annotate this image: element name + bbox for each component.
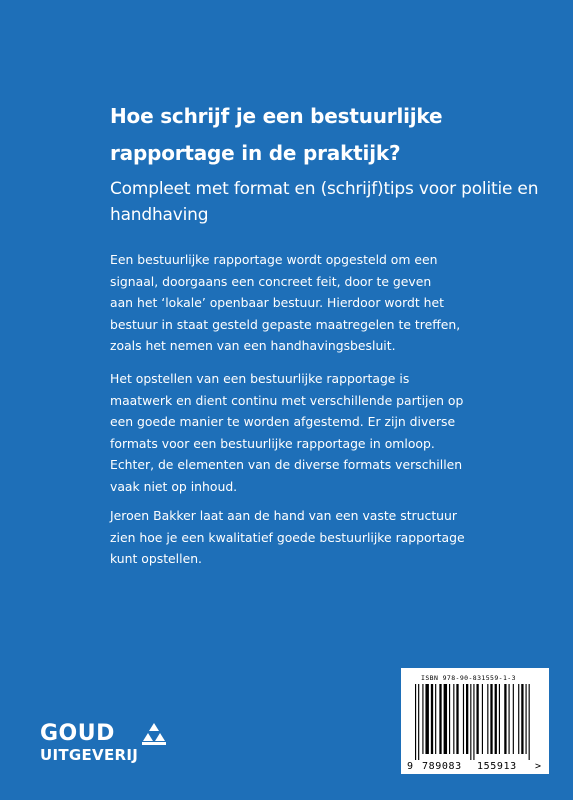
blurb-paragraph-1: Een bestuurlijke rapportage wordt opgesteld om een signaal, doorgaans een concreet feit, door te geven aan het ‘lokale’ openbaar bestuur. Hierdoor wordt het bestuur in staat gesteld gepaste maatregelen te treffen, zoals het nemen van een handhavingsbesluit. [110,252,461,353]
barcode-bars [401,668,549,774]
barcode-bar [476,684,478,754]
barcode-bar [499,684,500,754]
barcode-bar [504,684,506,754]
barcode-bar [439,684,441,754]
barcode-bar [482,684,483,754]
barcode-bar [521,684,523,754]
barcode-bar [513,684,514,754]
barcode-bar [466,684,468,754]
isbn-barcode [401,668,549,774]
barcode-marker: > [535,761,542,772]
barcode-bar [435,684,436,754]
barcode-bar [529,684,530,760]
publisher-name-line1: GOUD [40,721,115,746]
blurb-paragraph-3: Jeroen Bakker laat aan de hand van een vaste structuur zien hoe je een kwalitatief goede bestuurlijke rapportage kunt opstellen. [110,508,465,566]
barcode-bar [415,684,416,760]
barcode-digit-first: 9 [407,761,414,772]
barcode-bar [422,684,423,754]
gold-bars-icon [140,722,168,746]
barcode-bar [490,684,492,754]
barcode-bar [487,684,488,754]
barcode-bar [470,684,471,760]
isbn-label: ISBN 978-90-831559-1-3 [421,674,516,682]
barcode-bar [463,684,464,754]
barcode-bar [509,684,510,754]
book-subtitle: Compleet met format en (schrijf)tips voor politie en handhaving [110,179,539,225]
barcode-digits-right: 155913 [477,761,517,772]
barcode-bar [518,684,519,754]
barcode-digits-left: 789083 [422,761,462,772]
barcode-bar [526,684,527,754]
barcode-bar [449,684,450,754]
barcode-bar [425,684,428,754]
barcode-bar [495,684,497,754]
publisher-logo [40,722,138,764]
publisher-name-line2: UITGEVERIJ [40,746,139,764]
barcode-bar [418,684,419,760]
barcode-bar [453,684,454,754]
blurb-paragraph-2: Het opstellen van een bestuurlijke rapportage is maatwerk en dient continu met verschillende partijen op een goede manier te worden afgestemd. Er zijn diverse formats voor een bestuurlijke rapportage in omloop. Echter, de elementen van de diverse formats verschillen vaak niet op inhoud. [110,371,464,494]
barcode-bar [444,684,447,754]
barcode-bar [431,684,433,754]
barcode-bar [456,684,458,754]
book-title: Hoe schrijf je een bestuurlijke rapportage in de praktijk? [110,104,443,165]
barcode-bar [473,684,474,760]
